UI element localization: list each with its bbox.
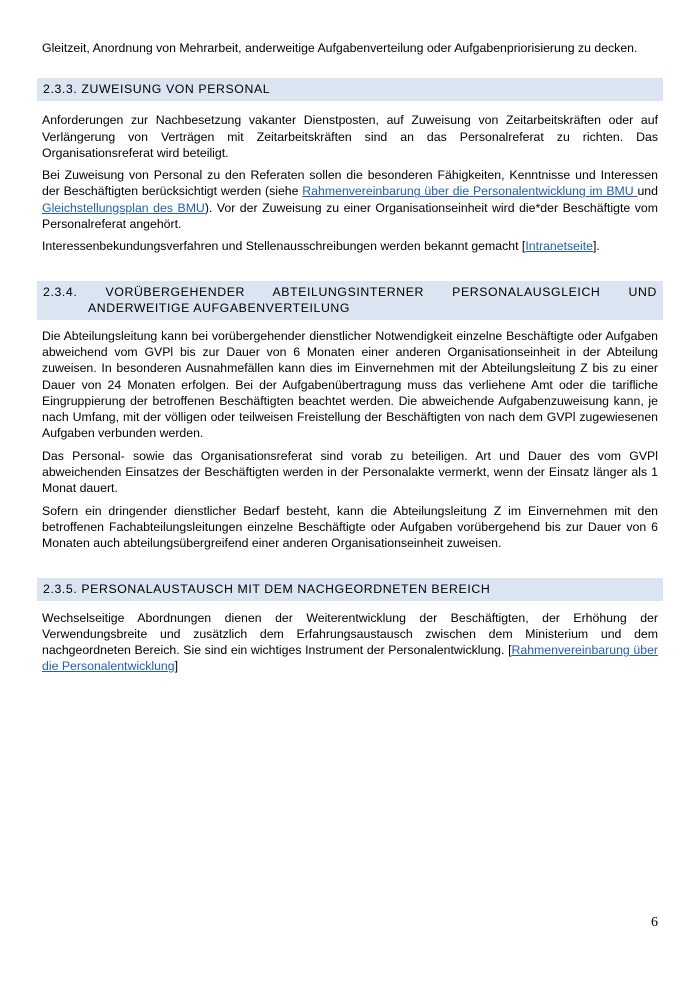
section-heading-2-3-3: 2.3.3. ZUWEISUNG VON PERSONAL xyxy=(37,78,663,101)
section-heading-2-3-5: 2.3.5. PERSONALAUSTAUSCH MIT DEM NACHGEORDNETEN BEREICH xyxy=(37,578,663,601)
paragraph-2-3-3-2 xyxy=(42,167,658,232)
text-span: Bei Zuweisung von Personal zu den Referaten sollen die besonderen Fähigkeiten, Kenntnisse und Interessen der Beschäftigten berücksichtigt werden (siehe xyxy=(42,168,658,199)
paragraph-2-3-4-1: Die Abteilungsleitung kann bei vorübergehender dienstlicher Notwendigkeit einzelne Beschäftigte oder Aufgaben abweichend vom GVPl bis zur Dauer von 6 Monaten einer anderen Organisationseinheit in der Abteilung zuweisen. In besonderen Ausnahmefällen kann dies im Einvernehmen mit der Abteilungsleitung Z bis zu einer Dauer von 24 Monaten erfolgen. Bei der Aufgabenübertragung muss das verliehene Amt oder die tarifliche Eingruppierung der betroffenen Beschäftigten beachtet werden. Die abweichende Aufgabenzuweisung kann, je nach Umfang, mit der völligen oder teilweisen Freistellung der Beschäftigten von nach dem GVPl zugewiesenen Aufgaben verbunden werden. xyxy=(42,328,658,441)
paragraph-2-3-3-3 xyxy=(42,238,658,254)
section-heading-2-3-4 xyxy=(37,281,663,320)
text-span: ). Vor der Zuweisung zu einer Organisationseinheit wird die*der Beschäftigte vom Personalreferat angehört. xyxy=(42,200,658,232)
heading-line-2: ANDERWEITIGE AUFGABENVERTEILUNG xyxy=(88,300,351,315)
page-number: 6 xyxy=(651,915,658,930)
link-intranetseite[interactable]: Intranetseite xyxy=(525,239,594,254)
heading-line-1: 2.3.4. VORÜBERGEHENDER ABTEILUNGSINTERNER PERSONALAUSGLEICH UND xyxy=(43,284,657,299)
text-span: und xyxy=(637,184,658,199)
link-rahmenvereinbarung-personalentwicklung-2[interactable]: Rahmenvereinbarung über die Personalentwicklung xyxy=(42,643,659,674)
document-page xyxy=(42,40,658,675)
link-gleichstellungsplan[interactable]: Gleichstellungsplan des BMU xyxy=(42,200,205,215)
link-rahmenvereinbarung-personalentwicklung[interactable]: Rahmenvereinbarung über die Personalentwicklung im BMU xyxy=(302,184,638,199)
paragraph-2-3-3-1: Anforderungen zur Nachbesetzung vakanter Dienstposten, auf Zuweisung von Zeitarbeitskräften oder auf Verlängerung von Verträgen mit Zeitarbeitskräften sind an das Personalreferat zu richten. Das Organisationsreferat wird beteiligt. xyxy=(42,113,658,160)
text-span: ] xyxy=(174,659,179,674)
paragraph-2-3-5-1 xyxy=(42,610,658,675)
paragraph-2-3-4-3: Sofern ein dringender dienstlicher Bedarf besteht, kann die Abteilungsleitung Z im Einvernehmen mit den betroffenen Fachabteilungsleitungen einzelne Beschäftigte oder Aufgaben vorübergehend bis zur Dauer von 6 Monaten auch abteilungsübergreifend einer anderen Organisationseinheit zuweisen. xyxy=(42,503,658,551)
text-span: ]. xyxy=(593,239,600,254)
text-span: Interessenbekundungsverfahren und Stellenausschreibungen werden bekannt gemacht [ xyxy=(42,239,526,254)
intro-paragraph: Gleitzeit, Anordnung von Mehrarbeit, anderweitige Aufgabenverteilung oder Aufgabenpriorisierung zu decken. xyxy=(42,41,638,55)
paragraph-2-3-4-2: Das Personal- sowie das Organisationsreferat sind vorab zu beteiligen. Art und Dauer des vom GVPl abweichenden Einsatzes der Beschäftigten werden in der Personalakte vermerkt, wenn der Einsatz länger als 1 Monat dauert. xyxy=(42,448,658,496)
text-span: Wechselseitige Abordnungen dienen der Weiterentwicklung der Beschäftigten, der Erhöhung der Verwendungsbreite und zusätzlich dem Erfahrungsaustausch zwischen dem Ministerium und dem nachgeordneten Bereich. Sie sind ein wichtiges Instrument der Personalentwicklung. [ xyxy=(42,610,658,658)
